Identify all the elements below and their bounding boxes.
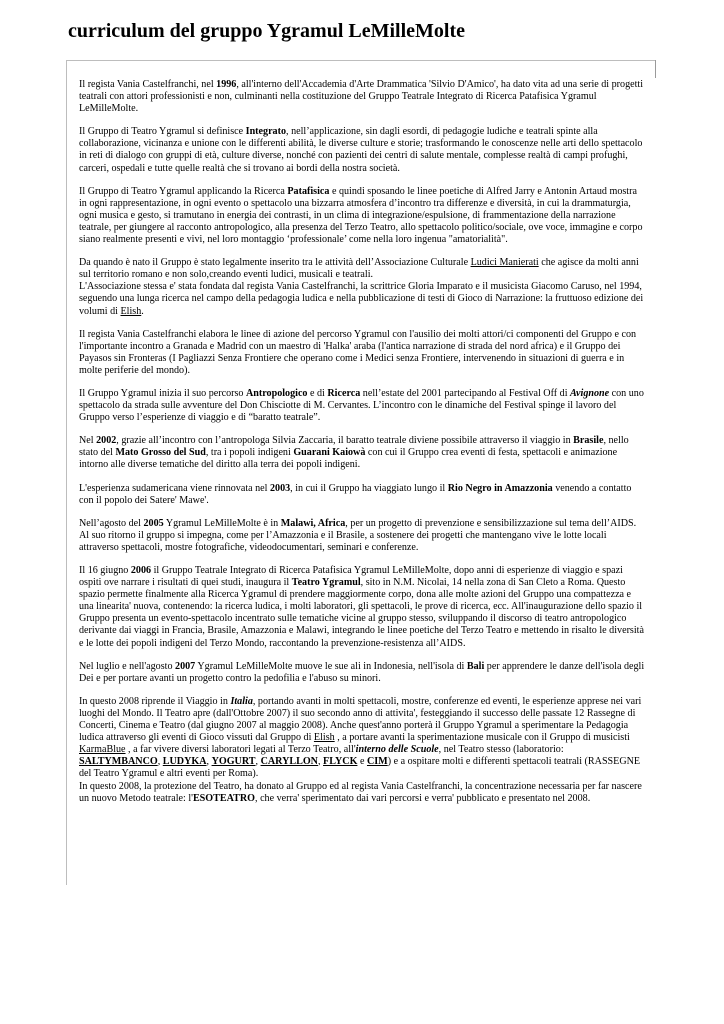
- emphasis-text: Bali: [466, 660, 485, 672]
- paragraph-1996: [79, 79, 645, 115]
- page-title: curriculum del gruppo Ygramul LeMilleMolte: [68, 20, 465, 42]
- text-run: nell’estate del 2001 partecipando al Festival Off di: [360, 387, 571, 399]
- paragraph-integrato: [79, 126, 645, 174]
- text-run: , a portare avanti la sperimentazione musicale con il Gruppo di musicisti: [334, 732, 630, 744]
- text-run: ,: [317, 756, 324, 768]
- text-run: ) e a ospitare molti e differenti spettacoli teatrali (RASSEGNE del Teatro Ygramul e altri eventi per Roma).: [79, 756, 641, 780]
- text-run: .: [141, 305, 144, 317]
- emphasis-text: Guarani Kaiowà: [293, 447, 366, 459]
- emphasis-text: Teatro Ygramul: [291, 577, 361, 589]
- emphasis-text: 2003: [269, 482, 291, 494]
- emphasis-text: 2007: [175, 660, 196, 672]
- link-text[interactable]: Elish: [120, 305, 142, 317]
- paragraph-malawi: [79, 518, 645, 554]
- text-run: In questo 2008 riprende il Viaggio in: [79, 695, 231, 707]
- emphasis-text: 2002: [96, 435, 117, 447]
- text-run: con cui il Gruppo crea eventi di festa, spettacoli e animazione intorno alle diverse tematiche del diritto alla terra dei popoli indigeni.: [79, 447, 618, 471]
- paragraph-amazzonia: [79, 483, 645, 507]
- text-run: In questo 2008, la protezione del Teatro, ha donato al Gruppo ed al regista Vania Castelfranchi, la concentrazione necessaria per far nascere un nuovo Metodo teatrale: l': [79, 780, 642, 804]
- text-run: L'esperienza sudamericana viene rinnovata nel: [79, 482, 270, 494]
- text-run: e quindi sposando le linee poetiche di Alfred Jarry e Antonin Artaud mostra in ogni rappresentazione, in ogni evento o spettacolo una bizzarra atmosfera d’incontro tra differenze e diversità, in cui la drammaturgia, ogni musica e gesto, si tramutano in energia dei contrasti, in un clima di integrazione/espulsione, di frammentazione della narrazione teatrale, per giungere al racconto antropologico, alla presenza del Terzo Teatro, allo spettacolo politico/sociale, ove voce, immagine e corpo siano realmente presenti e vivi, nel loro montaggio ‘professionale’ come nella loro ingenua "amatorialità".: [79, 185, 643, 246]
- link-text[interactable]: CARYLLON: [260, 756, 318, 768]
- emphasis-text: Avignone: [570, 387, 610, 399]
- text-run: Ygramul LeMilleMolte è in: [163, 517, 281, 529]
- text-run: ,: [206, 756, 212, 768]
- emphasis-text: Mato Grosso del Sud: [115, 447, 206, 459]
- text-run: , in cui il Gruppo ha viaggiato lungo il: [290, 482, 448, 494]
- text-run: Ygramul LeMilleMolte muove le sue ali in Indonesia, nell'isola di: [195, 660, 467, 672]
- frame-corner-mark: [655, 60, 656, 78]
- text-run: Nell’agosto del: [79, 517, 144, 529]
- text-run: Il Gruppo Ygramul inizia il suo percorso: [79, 387, 246, 399]
- paragraph-teatro-ygramul: [79, 565, 645, 650]
- link-text[interactable]: Elish: [313, 732, 335, 744]
- text-run: Il 16 giugno: [79, 565, 131, 576]
- emphasis-text: interno delle Scuole: [355, 744, 439, 756]
- paragraph-avignone: [79, 388, 645, 424]
- emphasis-text: Patafisica: [287, 185, 330, 197]
- link-text[interactable]: FLYCK: [323, 756, 358, 768]
- emphasis-text: Ricerca: [327, 387, 361, 399]
- text-run: Il regista Vania Castelfranchi, nel: [79, 79, 217, 90]
- text-run: ,: [255, 756, 261, 768]
- paragraph-associazione: [79, 257, 645, 317]
- emphasis-text: ESOTEATRO: [192, 792, 256, 804]
- link-text[interactable]: SALTYMBANCO: [79, 756, 158, 768]
- link-text[interactable]: YOGURT: [211, 756, 256, 768]
- link-text[interactable]: LUDYKA: [162, 756, 207, 768]
- emphasis-text: Malawi, Africa: [280, 517, 346, 529]
- text-run: Nel luglio e nell'agosto: [79, 660, 176, 672]
- emphasis-text: 2005: [143, 517, 164, 529]
- text-run: , tra i popoli indigeni: [205, 447, 294, 459]
- emphasis-text: Brasile: [573, 435, 604, 447]
- emphasis-text: Integrato: [245, 126, 287, 138]
- paragraph-brasile: [79, 435, 645, 471]
- text-run: , per un progetto di prevenzione e sensibilizzazione sul tema dell’AIDS. Al suo ritorno il gruppo si impegna, come per l’Amazzonia e il Brasile, a sostenere dei progetti che mantengano vive le lotte locali attraverso spettacoli, mostre fotografiche, videodocumentari, seminari e conferenze.: [79, 517, 637, 553]
- text-run: e: [357, 756, 367, 768]
- text-run: il Gruppo Teatrale Integrato di Ricerca Patafisica Ygramul LeMilleMolte, dopo anni di esperienze di viaggio e spazi ospiti ove narrare i risultati di quei studi, inaugura il: [79, 565, 623, 589]
- curriculum-body: [79, 79, 645, 805]
- emphasis-text: 1996: [216, 79, 237, 90]
- paragraph-regista: [79, 329, 645, 377]
- text-run: , sito in N.M. Nicolai, 14 nella zona di San Cleto a Roma. Questo spazio permette finalmente alla Ricerca Ygramul di prendere maggiormente corpo, dona alle molte azioni del Gruppo una compattezza e una linearita' nuova, contenendo: la ricerca ludica, i molti laboratori, gli spettacoli, le prove di ricerca, ecc. All'inaugurazione dello spazio il Gruppo presenta un evento-spettacolo incentrato sulle tematiche vicine al gruppo stesso, sviluppando il discorso di teatro antropologico derivante dai viaggi in Francia, Brasile, Amazzonia e Malawi, integrando le linee poetiche del Terzo Teatro e mettendo in risalto le diversità e le lotte dei popoli indigeni del Terzo Mondo, raccontando la prevenzione-resistenza all’AIDS.: [79, 577, 644, 649]
- link-text[interactable]: Ludici Manierati: [470, 257, 539, 269]
- emphasis-text: 2006: [130, 565, 152, 576]
- text-run: con uno spettacolo da strada sulle avventure del Don Chisciotte di M. Cervantes. L’incontro con le dinamiche del Festival spinge il lavoro del Gruppo verso l’esperienze di viaggio e di “baratto teatrale”.: [79, 387, 644, 424]
- text-run: Il Gruppo di Teatro Ygramul applicando la Ricerca: [79, 185, 288, 197]
- text-run: , che verra' sperimentato dai vari percorsi e verra' pubblicato e presentato nel 2008.: [255, 792, 591, 804]
- text-run: Il Gruppo di Teatro Ygramul si definisce: [79, 126, 246, 138]
- text-run: Il regista Vania Castelfranchi elabora le linee di azione del percorso Ygramul con l'ausilio dei molti attori/ci componenti del Gruppo e con l'importante incontro a Granada e Madrid con un maestro di 'Halka' araba (l'antica narrazione di strada del nord africa) e il Gruppo dei Payasos sin Fronteras (I Pagliazzi Senza Frontiere che operano come i Medici senza Frontiere, intervenendo in situazioni di guerra e in molte periferie del mondo).: [79, 328, 637, 376]
- text-run: e di: [307, 387, 328, 399]
- emphasis-text: Italia: [230, 695, 253, 707]
- paragraph-patafisica: [79, 186, 645, 246]
- link-text[interactable]: KarmaBlue: [79, 744, 126, 756]
- paragraph-bali: [79, 661, 645, 685]
- link-text[interactable]: CIM: [366, 756, 388, 768]
- text-run: venendo a contatto con il popolo dei Satere' Mawe'.: [79, 482, 632, 506]
- text-run: Nel: [79, 435, 97, 447]
- text-run: , portando avanti in molti spettacoli, mostre, conferenze ed eventi, le esperienze apprese nei vari luoghi del Mondo. Il Teatro apre (dall'Ottobre 2007) il suo secondo anno di attivita', festeggiando il successo delle passate 12 Rassegne di Concerti, Cinema e Teatro (dal giugno 2007 al maggio 2008). Anche quest'anno porterà il Gruppo Ygramul a sperimentare la Pedagogia ludica attraverso gli eventi di Gioco vissuti dal Gruppo di: [79, 695, 642, 744]
- text-run: per apprendere le danze dell'isola degli Dei e per portare avanti un progetto contro la pedofilia e l'abuso su minori.: [79, 660, 645, 684]
- text-run: , grazie all’incontro con l’antropologa Silvia Zaccaria, il baratto teatrale diviene possibile attraverso il viaggio in: [116, 435, 574, 447]
- text-run: Da quando è nato il Gruppo è stato legalmente inserito tra le attività dell’Associazione Culturale: [79, 257, 471, 269]
- text-run: che agisce da molti anni sul territorio romano e non solo,creando eventi ludici, musicali e teatrali.: [79, 257, 639, 281]
- text-run: , all'interno dell'Accademia d'Arte Drammatica 'Silvio D'Amico', ha dato vita ad una serie di progetti teatrali con attori professionisti e non, culminanti nella costituzione del Gruppo Teatrale Integrato di Ricerca Patafisica Ygramul LeMilleMolte.: [79, 79, 644, 115]
- paragraph-italia: [79, 696, 645, 805]
- text-run: , nell’applicazione, sin dagli esordi, di pedagogie ludiche e teatrali spinte alla collaborazione, vicinanza e unione con le differenti abilità, le diverse culture e storie; trasformando le conoscenze nelle arti dello spettacolo in reti di dialogo con gruppi di età, culture diverse, nonché con pazienti dei centri di salute mentale, complesse realtà di campi profughi, carceri, ospedali e tutte quelle realtà che si trovano ai bordi della nostra società.: [79, 126, 643, 174]
- emphasis-text: Antropologico: [245, 387, 308, 399]
- text-run: , a far vivere diversi laboratori legati al Terzo Teatro, all': [125, 744, 356, 756]
- text-run: L'Associazione stessa e' stata fondata dal regista Vania Castelfranchi, la scrittrice Gloria Imparato e il musicista Giacomo Caruso, nel 1994, seguendo una lunga ricerca nel campo della pedagogia ludica e nella pubblicazione di testi di Gioco di Narrazione: la fruttuoso edizione dei volumi di: [79, 281, 644, 317]
- text-run: , nello stato del: [79, 435, 629, 459]
- text-run: ,: [157, 756, 163, 768]
- emphasis-text: Rio Negro in Amazzonia: [447, 482, 553, 494]
- text-run: , nel Teatro stesso (laboratorio:: [438, 744, 564, 756]
